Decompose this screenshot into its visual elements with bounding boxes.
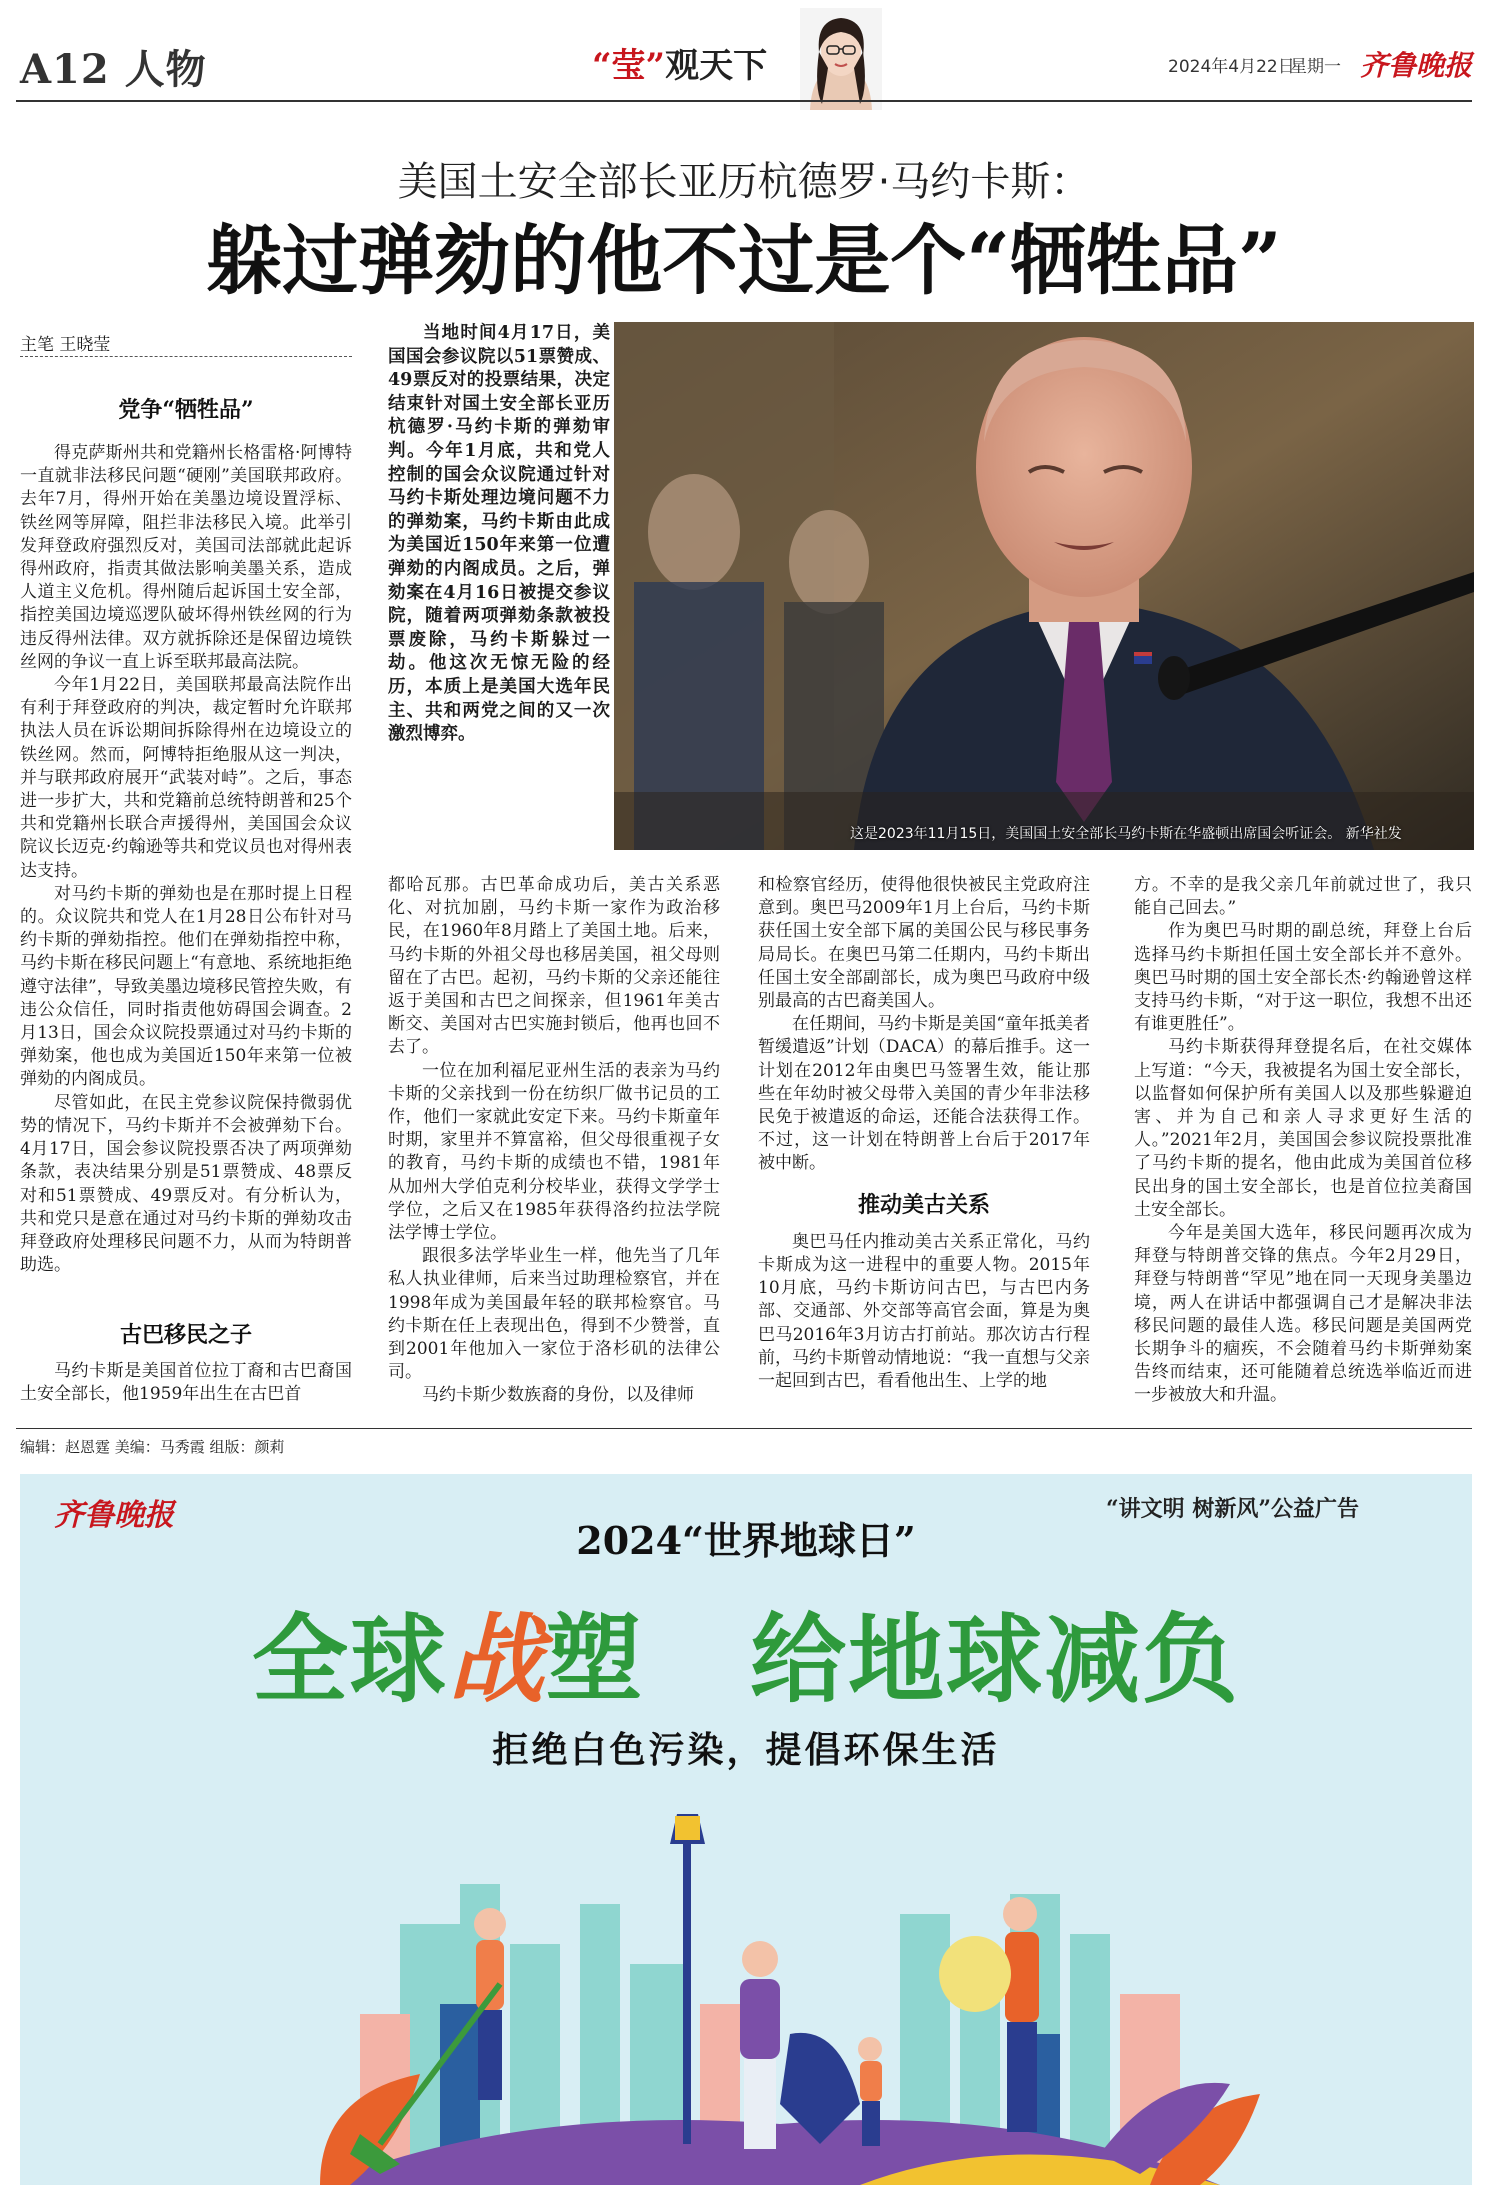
header-rule (16, 100, 1472, 102)
paragraph: 尽管如此，在民主党参议院保持微弱优势的情况下，马约卡斯并不会被弹劾下台。4月17日，国会参议院投票否决了两项弹劾条款，表决结果分别是51票赞成、48票反对和51票赞成、49票反对。有分析认为，共和党只是意在通过对马约卡斯的弹劾攻击拜登政府处理移民问题不力，从而为特朗普助选。 (20, 1092, 352, 1276)
article-subtitle: 美国土安全部长亚历杭德罗·马约卡斯： (397, 159, 1091, 205)
issue-date: 2024年4月22日 (1168, 57, 1295, 77)
paragraph: 马约卡斯获得拜登提名后，在社交媒体上写道：“今天，我被提名为国土安全部长，以监督如何保护所有美国人以及那些躲避迫害、并为自己和亲人寻求更好生活的人。”2021年2月，美国国会参议院投票批准了马约卡斯的提名，他由此成为美国首位移民出身的国土安全部长，也是首位拉美裔国土安全部长。 (1134, 1037, 1472, 1220)
column-3 (758, 874, 1090, 1422)
paragraph: 今年1月22日，美国联邦最高法院作出有利于拜登政府的判决，裁定暂时允许联邦执法人员在诉讼期间拆除得州在边境设立的铁丝网。然而，阿博特拒绝服从这一判决，并与联邦政府展开“武装对峙”。之后，事态进一步扩大，共和党籍前总统特朗普和25个共和党籍州长联合声援得州，美国国会众议院议长迈克·约翰逊等共和党议员也对得州表达支持。 (20, 675, 352, 881)
article-lead (388, 322, 610, 848)
paragraph: 奥巴马任内推动美古关系正常化，马约卡斯成为这一进程中的重要人物。2015年10月底，马约卡斯访问古巴，与古巴内务部、交通部、外交部等高官会面，算是为奥巴马2016年3月访古打前站。那次访古行程前，马约卡斯曾动情地说：“我一直想与父亲一起回到古巴，看看他出生、上学的地 (758, 1231, 1090, 1392)
ad-subline: 拒绝白色污染，提倡环保生活 (492, 1729, 1000, 1771)
ad-illustration (20, 1774, 1472, 2185)
ad-brand: 齐鲁晚报 (54, 1498, 174, 1533)
person-collecting-icon (740, 1941, 860, 2149)
footer-rule (16, 1428, 1472, 1429)
issue-weekday: 星期一 (1290, 57, 1341, 77)
column-name (592, 38, 767, 87)
paragraph: 今年是美国大选年，移民问题再次成为拜登与特朗普交锋的焦点。今年2月29日，拜登与特朗普“罕见”地在同一天现身美墨边境，两人在讲话中都强调自己才是解决非法移民问题的最佳人选。移民问题是美国两党长期争斗的痼疾，不会随着马约卡斯弹劾案告终而结束，还可能随着总统选举临近而进一步被放大和升温。 (1134, 1223, 1472, 1406)
paragraph: 对马约卡斯的弹劾也是在那时提上日程的。众议院共和党人在1月28日公布针对马约卡斯的弹劾指控。他们在弹劾指控中称，马约卡斯在移民问题上“有意地、系统地拒绝遵守法律”，导致美墨边境移民管控失败，有违公众信任，同时指责他妨碍国会调查。2月13日，国会众议院投票通过对马约卡斯的弹劾案，他也成为美国近150年来第一位被弹劾的内阁成员。 (20, 883, 352, 1090)
paragraph: 和检察官经历，使得他很快被民主党政府注意到。奥巴马2009年1月上台后，马约卡斯获任国土安全部下属的美国公民与移民事务局局长。在奥巴马第二任期内，马约卡斯出任国土安全部副部长，成为奥巴马政府中级别最高的古巴裔美国人。 (758, 875, 1090, 1012)
author-avatar (800, 8, 882, 110)
ad-headline-part: 给地球减负 (750, 1604, 1241, 1716)
public-service-ad (20, 1474, 1472, 2185)
paragraph: 马约卡斯是美国首位拉丁裔和古巴裔国土安全部长，他1959年出生在古巴首 (20, 1361, 352, 1405)
paragraph: 都哈瓦那。古巴革命成功后，美古关系恶化、对抗加剧，马约卡斯一家作为政治移民，在1960年8月踏上了美国土地。后来，马约卡斯的外祖父母也移居美国，祖父母则留在了古巴。起初，马约卡斯的父亲还能往返于美国和古巴之间探亲，但1961年美古断交、美国对古巴实施封锁后，他再也回不去了。 (388, 875, 720, 1058)
photo-caption: 这是2023年11月15日，美国国土安全部长马约卡斯在华盛顿出席国会听证会。 新华社发 (850, 826, 1402, 842)
section-heading-2: 古巴移民之子 (119, 1322, 252, 1348)
paragraph: 一位在加利福尼亚州生活的表亲为马约卡斯的父亲找到一份在纺织厂做书记员的工作，他们一家就此安定下来。马约卡斯童年时期，家里并不算富裕，但父母很重视子女的教育，马约卡斯的成绩也不错，1981年从加州大学伯克利分校毕业，获得文学学士学位，之后又在1985年获得洛约拉法学院法学博士学位。 (388, 1060, 720, 1244)
section-1-body (20, 442, 352, 1314)
byline-rule (20, 356, 352, 357)
ad-headline-accent: 战 (447, 1604, 546, 1716)
section-heading-1: 党争“牺牲品” (118, 397, 254, 423)
section-heading-3: 推动美古关系 (857, 1191, 990, 1218)
lead-paragraph: 当地时间4月17日，美国国会参议院以51票赞成、49票反对的投票结果，决定结束针对国土安全部长亚历杭德罗·马约卡斯的弹劾审判。今年1月底，共和党人控制的国会众议院通过针对马约卡斯处理边境问题不力的弹劾案，马约卡斯由此成为美国近150年来第一位遭弹劾的内阁成员。之后，弹劾案在4月16日被提交参议院，随着两项弹劾条款被投票废除，马约卡斯躲过一劫。他这次无惊无险的经历，本质上是美国大选年民主、共和两党之间的又一次激烈博弈。 (388, 323, 610, 745)
ad-headline-part: 塑 (545, 1604, 644, 1716)
byline: 主笔 王晓莹 (20, 335, 111, 355)
section-2-body (20, 1360, 352, 1422)
column-title: 观天下 (665, 46, 768, 86)
paragraph: 马约卡斯少数族裔的身份，以及律师 (422, 1385, 694, 1406)
newspaper-brand: 齐鲁晚报 (1360, 49, 1473, 82)
paragraph: 方。不幸的是我父亲几年前就过世了，我只能自己回去。” (1134, 875, 1472, 919)
news-photo (614, 322, 1474, 850)
paragraph: 作为奥巴马时期的副总统，拜登上台后选择马约卡斯担任国土安全部长并不意外。奥巴马时期的国土安全部长杰·约翰逊曾这样支持马约卡斯，“对于这一职位，我想不出还有谁更胜任”。 (1134, 921, 1472, 1035)
paragraph: 在任期间，马约卡斯是美国“童年抵美者暂缓遣返”计划（DACA）的幕后推手。这一计划在2012年由奥巴马签署生效，能让那些在年幼时被父母带入美国的青少年非法移民免于被遣返的命运，还能合法获得工作。不过，这一计划在特朗普上台后于2017年被中断。 (758, 1014, 1090, 1174)
column-mark: “莹” (592, 46, 666, 86)
paragraph: 跟很多法学毕业生一样，他先当了几年私人执业律师，后来当过助理检察官，并在1998年成为美国最年轻的联邦检察官。马约卡斯在任上表现出色，得到不少赞誉，直到2001年他加入一家位于洛杉矶的法律公司。 (388, 1246, 720, 1383)
paragraph: 得克萨斯州共和党籍州长格雷格·阿博特一直就非法移民问题“硬刚”美国联邦政府。去年7月，得州开始在美墨边境设置浮标、铁丝网等屏障，阻拦非法移民入境。此举引发拜登政府强烈反对，美国司法部就此起诉得州政府，指责其做法影响美墨关系，造成人道主义危机。得州随后起诉国土安全部，指控美国边境巡逻队破坏得州铁丝网的行为违反得州法律。双方就拆除还是保留边境铁丝网的争议一直上诉至联邦最高法院。 (20, 443, 352, 672)
ad-event-title: 2024“世界地球日” (576, 1518, 916, 1563)
page-label: A12 人物 (20, 46, 207, 93)
ad-headline-part: 全球 (251, 1604, 448, 1716)
article-title: 躲过弹劾的他不过是个“牺牲品” (206, 216, 1282, 305)
ad-slogan: “讲文明 树新风”公益广告 (1106, 1496, 1359, 1522)
editor-credits: 编辑：赵恩霆 美编：马秀霞 组版：颜莉 (20, 1438, 285, 1456)
column-4 (1134, 874, 1472, 1422)
ad-headline (20, 1584, 1472, 1721)
column-2 (388, 874, 720, 1422)
